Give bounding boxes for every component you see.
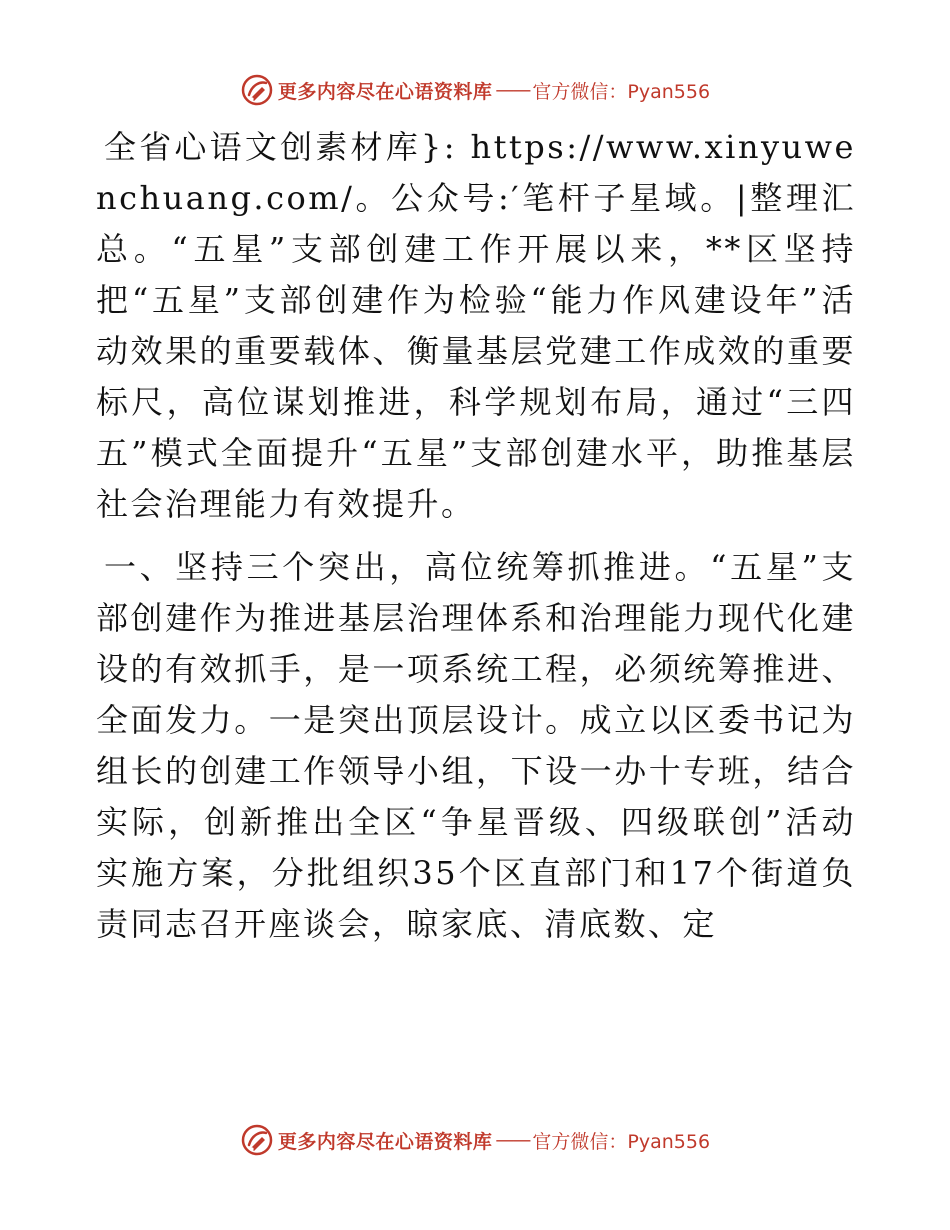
pen-swirl-logo-icon (240, 1123, 274, 1157)
banner-main-text: 更多内容尽在心语资料库 (277, 1130, 493, 1153)
footer-banner (0, 1120, 950, 1160)
banner-separator: —— (495, 1129, 530, 1151)
banner-separator: —— (495, 79, 530, 101)
body-paragraph-1: 全省心语文创素材库}: https://www.xinyuwenchuang.com/。公众号:′笔杆子星域。|整理汇总。“五星”支部创建工作开展以来，**区坚持把“五星”支部创建作为检验“能力作风建设年”活动效果的重要载体、衡量基层党建工作成效的重要标尺，高位谋划推进，科学规划布局，通过“三四五”模式全面提升“五星”支部创建水平，助推基层社会治理能力有效提升。 (96, 128, 856, 523)
document-body (96, 122, 856, 950)
banner-wechat-text: 官方微信：Pyan556 (532, 1130, 711, 1153)
banner-main-text: 更多内容尽在心语资料库 (277, 80, 493, 103)
banner-wechat-text: 官方微信：Pyan556 (532, 80, 711, 103)
header-banner (0, 70, 950, 110)
pen-swirl-logo-icon (240, 73, 274, 107)
body-paragraph-2: 一、坚持三个突出，高位统筹抓推进。“五星”支部创建作为推进基层治理体系和治理能力现代化建设的有效抓手，是一项系统工程，必须统筹推进、全面发力。一是突出顶层设计。成立以区委书记为组长的创建工作领导小组，下设一办十专班，结合实际，创新推出全区“争星晋级、四级联创”活动实施方案，分批组织35个区直部门和17个街道负责同志召开座谈会，晾家底、清底数、定 (96, 548, 856, 943)
